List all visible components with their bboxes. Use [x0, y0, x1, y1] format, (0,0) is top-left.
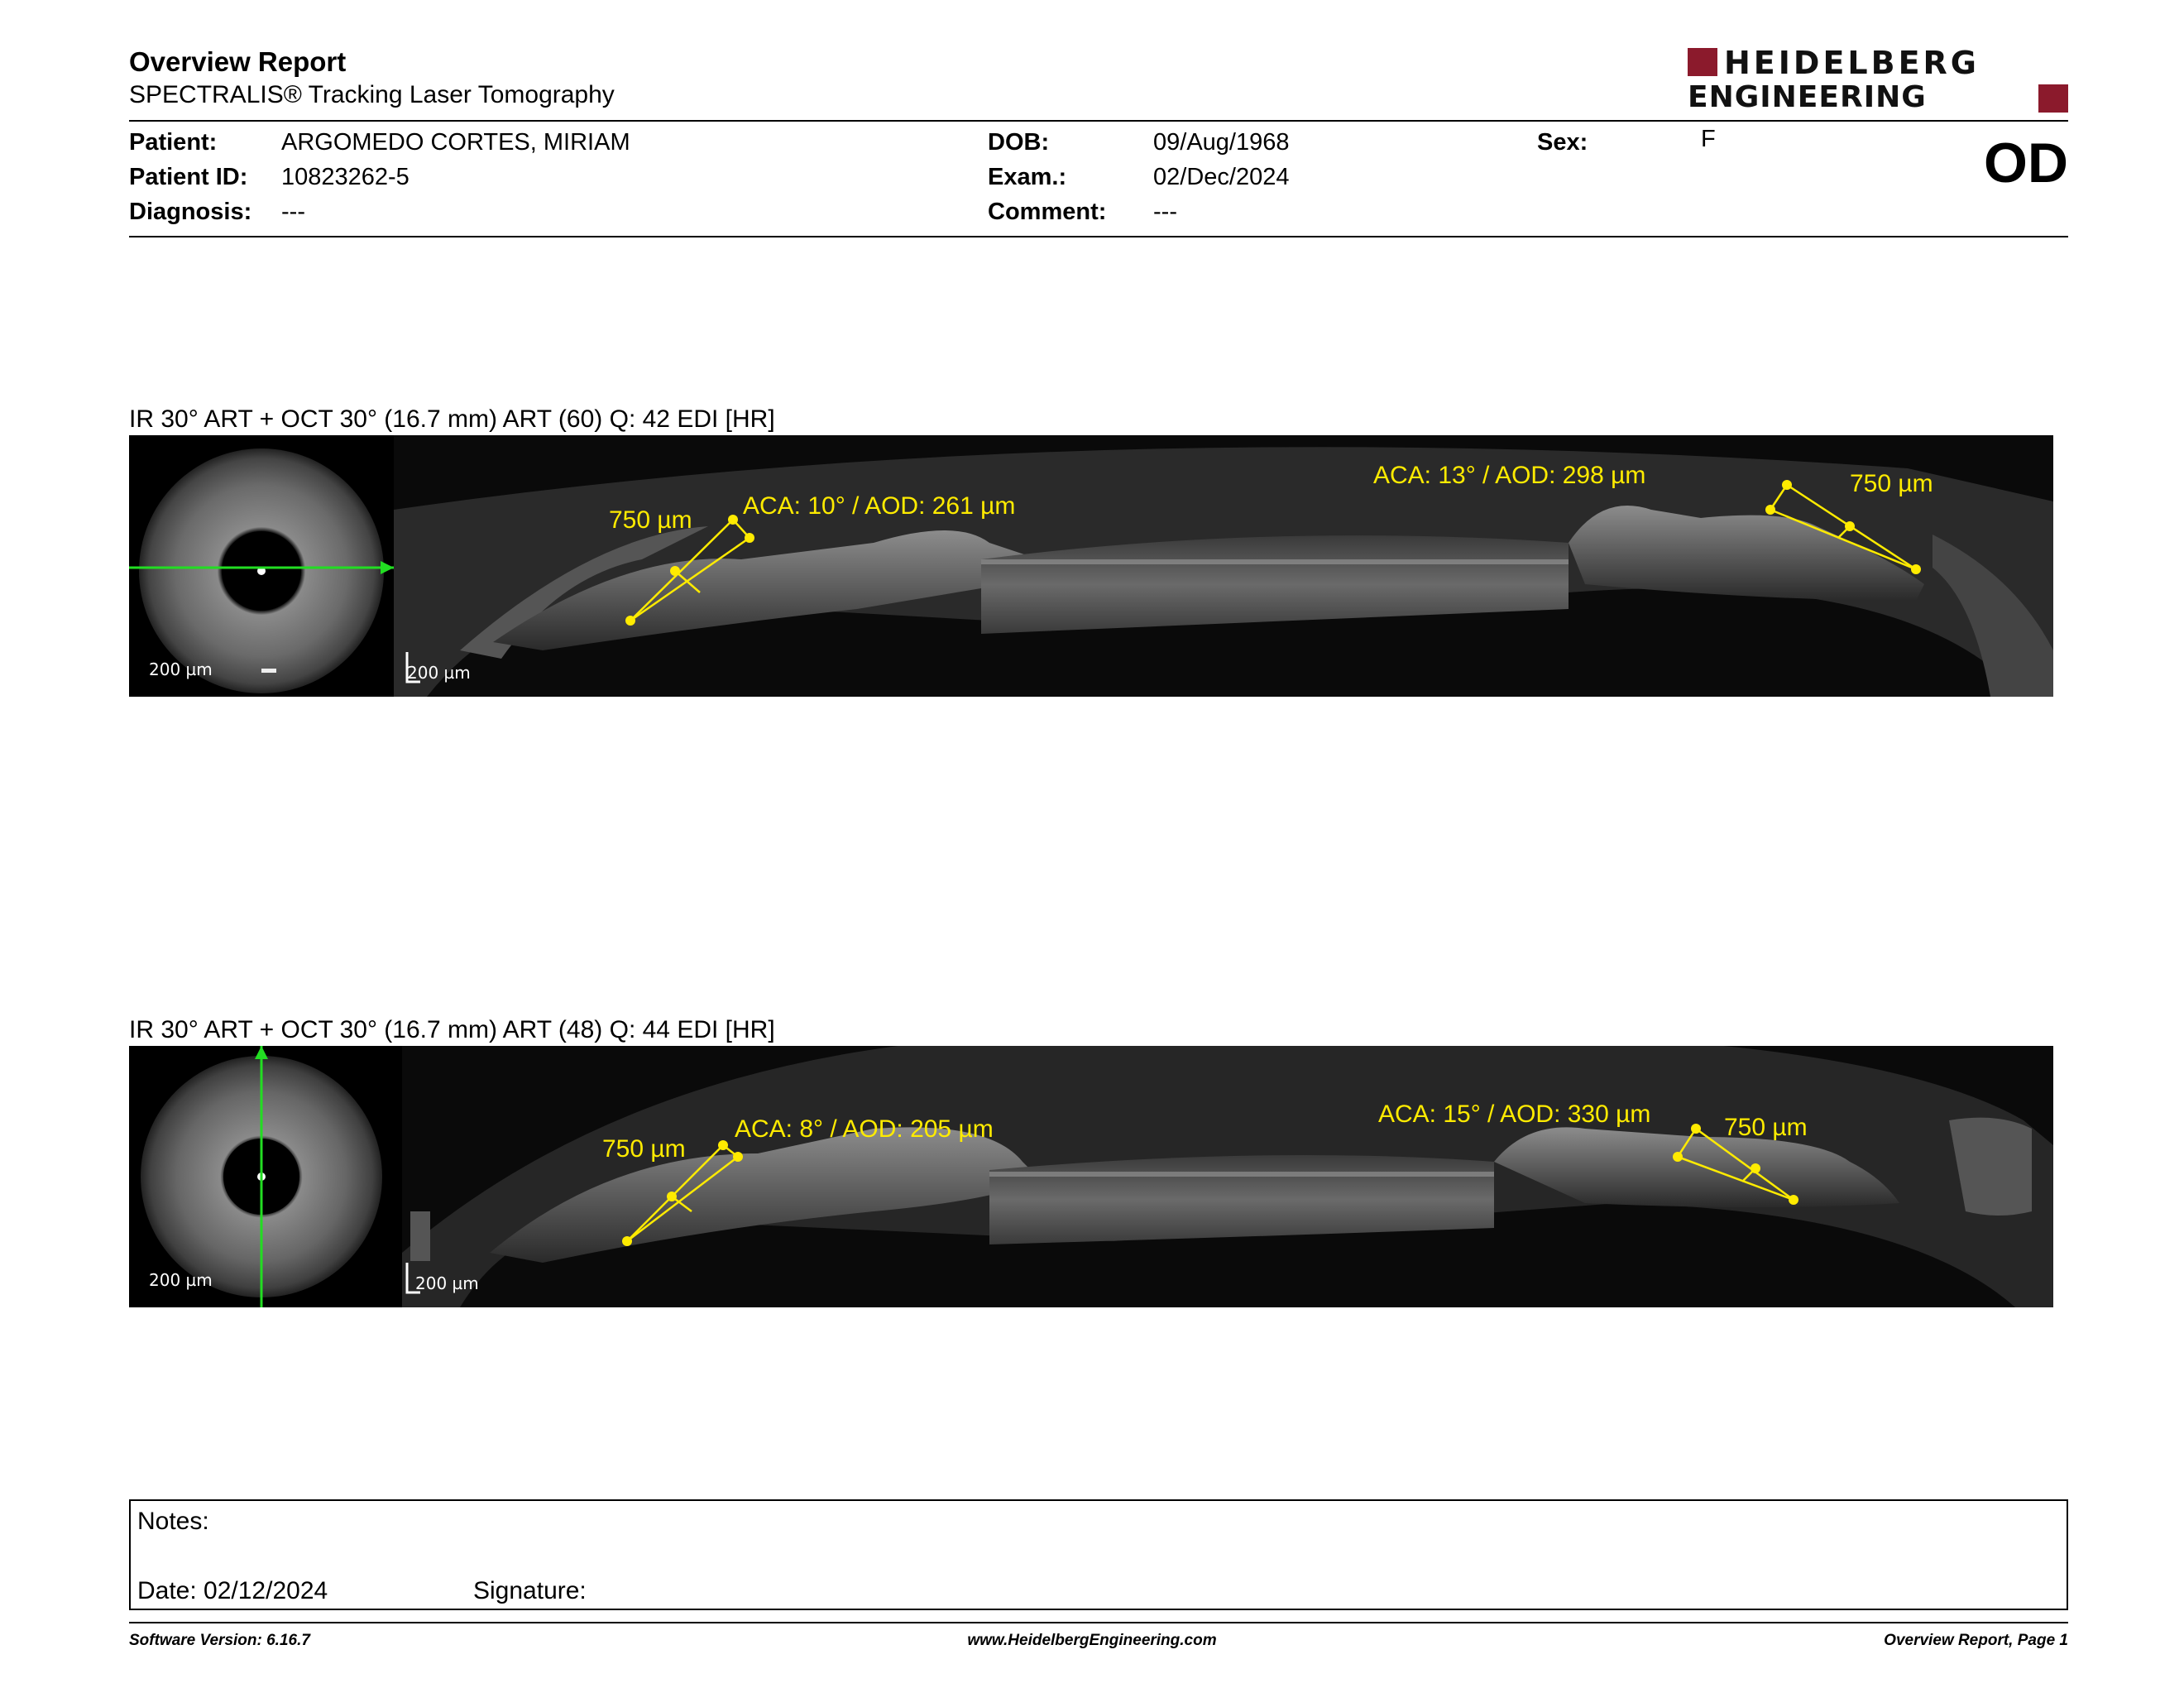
logo-square-right: [2038, 84, 2068, 113]
report-subtitle: SPECTRALIS® Tracking Laser Tomography: [129, 81, 615, 108]
logo-square-left: [1688, 48, 1717, 76]
header-rule-bottom: [129, 236, 2068, 237]
date-text: Date: 02/12/2024: [137, 1577, 328, 1604]
patient-label: Patient:: [129, 129, 218, 156]
patient-id-label: Patient ID:: [129, 164, 248, 190]
dob-value: 09/Aug/1968: [1153, 129, 1290, 156]
oct-scale-label: 200 µm: [407, 663, 471, 683]
website-link[interactable]: www.HeidelbergEngineering.com: [967, 1632, 1217, 1649]
oct-scale-label: 200 µm: [415, 1273, 479, 1293]
page-indicator: Overview Report, Page 1: [1884, 1632, 2068, 1649]
heidelberg-logo: [1688, 46, 2068, 116]
dob-label: DOB:: [988, 129, 1050, 156]
notes-box[interactable]: [129, 1499, 2068, 1610]
software-version: Software Version: 6.16.7: [129, 1632, 310, 1649]
scan-panel-2: [129, 1046, 2053, 1307]
scan-image-2: [129, 1046, 2053, 1307]
sex-value: F: [1701, 126, 1716, 152]
right-distance-label: 750 µm: [1850, 470, 1933, 497]
logo-line-2: ENGINEERING: [1688, 80, 1927, 114]
header-rule-top: [129, 120, 2068, 122]
patient-id: 10823262-5: [281, 164, 410, 190]
sex-label: Sex:: [1537, 129, 1588, 156]
ir-scale-label: 200 µm: [149, 1270, 213, 1290]
ir-scale-label: 200 µm: [149, 659, 213, 679]
scan-panel-1: [129, 435, 2053, 697]
scan-image-1: [129, 435, 2053, 697]
left-distance-label: 750 µm: [602, 1135, 686, 1163]
right-distance-label: 750 µm: [1724, 1114, 1808, 1141]
footer-rule: [129, 1622, 2068, 1623]
patient-name: ARGOMEDO CORTES, MIRIAM: [281, 129, 630, 156]
scan-title-2: IR 30° ART + OCT 30° (16.7 mm) ART (48) Q: 44 EDI [HR]: [129, 1016, 775, 1043]
report-title: Overview Report: [129, 46, 347, 77]
comment-label: Comment:: [988, 199, 1107, 225]
right-measure-label: ACA: 13° / AOD: 298 µm: [1373, 462, 1646, 489]
notes-label: Notes:: [137, 1508, 209, 1535]
diagnosis-label: Diagnosis:: [129, 199, 252, 225]
comment-value: ---: [1153, 199, 1177, 225]
exam-label: Exam.:: [988, 164, 1067, 190]
signature-label: Signature:: [473, 1577, 587, 1604]
eye-label: OD: [1984, 132, 2068, 194]
exam-value: 02/Dec/2024: [1153, 164, 1290, 190]
scan-title-1: IR 30° ART + OCT 30° (16.7 mm) ART (60) Q: 42 EDI [HR]: [129, 405, 775, 433]
left-measure-label: ACA: 8° / AOD: 205 µm: [735, 1115, 994, 1143]
diagnosis-value: ---: [281, 199, 305, 225]
logo-line-1: HEIDELBERG: [1724, 45, 1980, 81]
left-measure-label: ACA: 10° / AOD: 261 µm: [743, 492, 1016, 520]
left-distance-label: 750 µm: [609, 506, 692, 534]
right-measure-label: ACA: 15° / AOD: 330 µm: [1378, 1101, 1651, 1128]
